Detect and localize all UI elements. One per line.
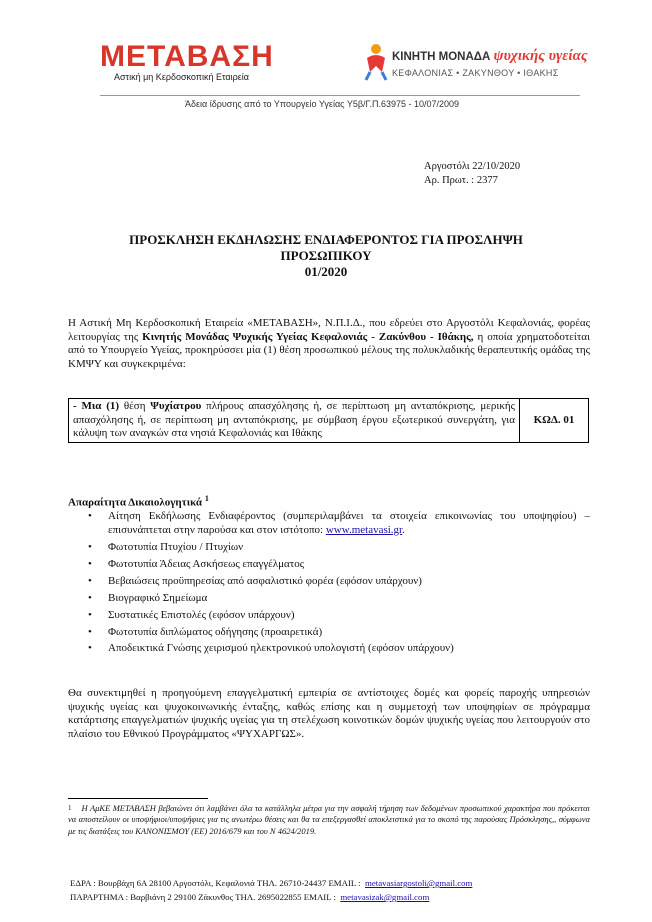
header-divider (100, 95, 580, 96)
requirements-list (84, 510, 590, 659)
position-description (69, 399, 520, 443)
req-text-end: . (402, 523, 405, 536)
list-item (84, 609, 590, 623)
bullet-icon: • (88, 591, 92, 604)
pos-dash: - Μια (73, 400, 107, 412)
position-table (68, 398, 589, 443)
bullet-icon: • (88, 540, 92, 553)
footer-line-2: ΠΑΡΑΡΤΗΜΑ : Βαρβιάνη 2 29100 Ζάκυνθος ΤΗΛ. 2695022855 EMAIL : (70, 892, 336, 902)
req-text: Φωτοτυπία Πτυχίου / Πτυχίων (108, 540, 244, 553)
intro-bold: Κινητής Μονάδας Ψυχικής Υγείας Κεφαλονιάς - Ζακύνθου - Ιθάκης, (142, 330, 474, 343)
logo-regions: ΚΕΦΑΛΟΝΙΑΣ • ΖΑΚΥΝΘΟΥ • ΙΘΑΚΗΣ (392, 68, 559, 78)
pos-role: Ψυχίατρου (150, 400, 202, 412)
logo-title-prefix: ΚΙΝΗΤΗ ΜΟΝΑΔΑ (392, 51, 491, 63)
mobile-unit-logo (362, 40, 602, 92)
logo-title (392, 48, 588, 65)
req-text: Αίτηση Εκδήλωσης Ενδιαφέροντος (συμπεριλαμβάνει τα στοιχεία επικοινωνίας του υποψηφίου) – επισυνάπτεται στην παρούσα και στον ιστότοπο: (108, 510, 590, 536)
website-link[interactable]: www.metavasi.gr (325, 523, 403, 536)
req-text: Βεβαιώσεις προϋπηρεσίας από ασφαλιστικό φορέα (εφόσον υπάρχουν) (108, 574, 422, 587)
req-text: Συστατικές Επιστολές (εφόσον υπάρχουν) (108, 608, 295, 621)
logo-subtitle: Αστική μη Κερδοσκοπική Εταιρεία (114, 72, 249, 82)
email-link-main[interactable]: metavasiargostoli@gmail.com (365, 878, 473, 888)
intro-text-1: Η Αστική Μη Κερδοσκοπική Εταιρεία «ΜΕΤΑΒΑΣΗ», Ν.Π.Ι.Δ., που εδρεύει στο Αργοστόλι Κεφαλονιάς, φορέας λειτουργίας της (68, 317, 590, 343)
document-meta (424, 160, 520, 188)
list-item (84, 510, 590, 537)
requirements-heading-text: Απαραίτητα Δικαιολογητικά (68, 496, 203, 509)
footer-address-branch (70, 892, 610, 902)
req-text: Βιογραφικό Σημείωμα (108, 591, 208, 604)
bullet-icon: • (88, 608, 92, 621)
closing-paragraph: Θα συνεκτιμηθεί η προηγούμενη επαγγελματική εμπειρία σε αντίστοιχες δομές και φορείς παροχής υπηρεσιών ψυχικής υγείας και ψυχοκοινωνικής ένταξης, καθώς επίσης και η συμμετοχή των υποψηφίων σε πρόγραμμα κατάρτισης επαγγελματιών ψυχικής υγείας για τη στελέχωση κοινοτικών δομών ψυχικής υγείας που λειτουργούν στο πλαίσιο του Εθνικού Προγράμματος «ΨΥΧΑΡΓΩΣ». (68, 687, 590, 740)
license-line: Άδεια ίδρυσης από το Υπουργείο Υγείας Υ5β/Γ.Π.63975 - 10/07/2009 (185, 99, 460, 109)
logo-wordmark (100, 42, 274, 72)
pos-count: (1) (106, 400, 120, 412)
intro-paragraph (68, 317, 590, 371)
protocol-number: Αρ. Πρωτ. : 2377 (424, 175, 498, 186)
metavasi-logo (100, 40, 274, 90)
list-item (84, 642, 590, 656)
req-text: Φωτοτυπία Άδειας Ασκήσεως επαγγέλματος (108, 557, 305, 570)
page-title (60, 232, 592, 280)
bullet-icon: • (88, 625, 92, 638)
footnote-number: 1 (68, 804, 72, 812)
email-link-branch[interactable]: metavasizak@gmail.com (340, 892, 430, 902)
footnote-divider (68, 798, 208, 799)
bullet-icon: • (88, 510, 92, 522)
pos-text-1: θέση (119, 400, 151, 412)
bullet-icon: • (88, 642, 92, 655)
list-item (84, 541, 590, 555)
req-text: Φωτοτυπία διπλώματος οδήγησης (προαιρετικά) (108, 625, 323, 638)
footnote-ref[interactable]: 1 (204, 494, 209, 503)
position-code: ΚΩΔ. 01 (520, 399, 589, 443)
footnote-text: Η ΑμΚΕ ΜΕΤΑΒΑΣΗ βεβαιώνει ότι λαμβάνει όλα τα κατάλληλα μέτρα για την ασφαλή τήρηση των δεδομένων προσωπικού χαρακτήρα που πρόκειται να αποστείλουν οι υποψήφιοι/υποψήφιες για τις ανωτέρω θέσεις και θα τα επεξεργασθεί αποκλειστικά για το σκοπό της παρούσας Πρόσκλησης,, σύμφωνα με τις διατάξεις του ΚΑΝΟΝΙΣΜΟΥ (ΕΕ) 2016/679 και του Ν 4624/2019. (68, 803, 590, 836)
footnote (68, 803, 590, 837)
req-text: Αποδεικτικά Γνώσης χειρισμού ηλεκτρονικού υπολογιστή (εφόσον υπάρχουν) (108, 642, 454, 655)
list-item (84, 626, 590, 640)
place-date: Αργοστόλι 22/10/2020 (424, 161, 521, 172)
requirements-heading (68, 494, 209, 509)
title-line-3: 01/2020 (304, 264, 348, 279)
title-line-1: ΠΡΟΣΚΛΗΣΗ ΕΚΔΗΛΩΣΗΣ ΕΝΔΙΑΦΕΡΟΝΤΟΣ ΓΙΑ ΠΡΟΣΛΗΨΗ (129, 232, 523, 247)
bullet-icon: • (88, 557, 92, 570)
intro-text-2: η οποία χρηματοδοτείται από το Υπουργείο Υγείας, προκηρύσσει μία (1) θέση προσωπικού μέλους της πολυκλαδικής θεραπευτικής ομάδας της ΚΜΨΥ και συγκεκριμένα: (68, 330, 590, 370)
person-figure-icon (362, 42, 390, 82)
pos-text-2: πλήρους απασχόλησης ή, σε περίπτωση μη ανταπόκρισης, μερικής απασχόλησης ή, σε περίπτωση μη ανταπόκρισης, με σύμβαση έργου εξωτερικού συνεργάτη, για κάλυψη των αναγκών στα νησιά Κεφαλονιάς και Ιθάκης (73, 400, 515, 440)
list-item (84, 558, 590, 572)
footer-address-main (70, 878, 610, 888)
footer-line-1: ΕΔΡΑ : Βουρβάχη 6Α 28100 Αργοστόλι, Κεφαλονιά ΤΗΛ. 26710-24437 EMAIL : (70, 878, 361, 888)
logo-title-highlight: ψυχικής υγείας (493, 48, 588, 64)
title-line-2: ΠΡΟΣΩΠΙΚΟΥ (280, 248, 372, 263)
bullet-icon: • (88, 574, 92, 587)
list-item (84, 592, 590, 606)
list-item (84, 575, 590, 589)
table-row (69, 399, 589, 443)
logo-wordmark-text: ΜΕΤΑΒΑΣΗ (100, 40, 274, 73)
